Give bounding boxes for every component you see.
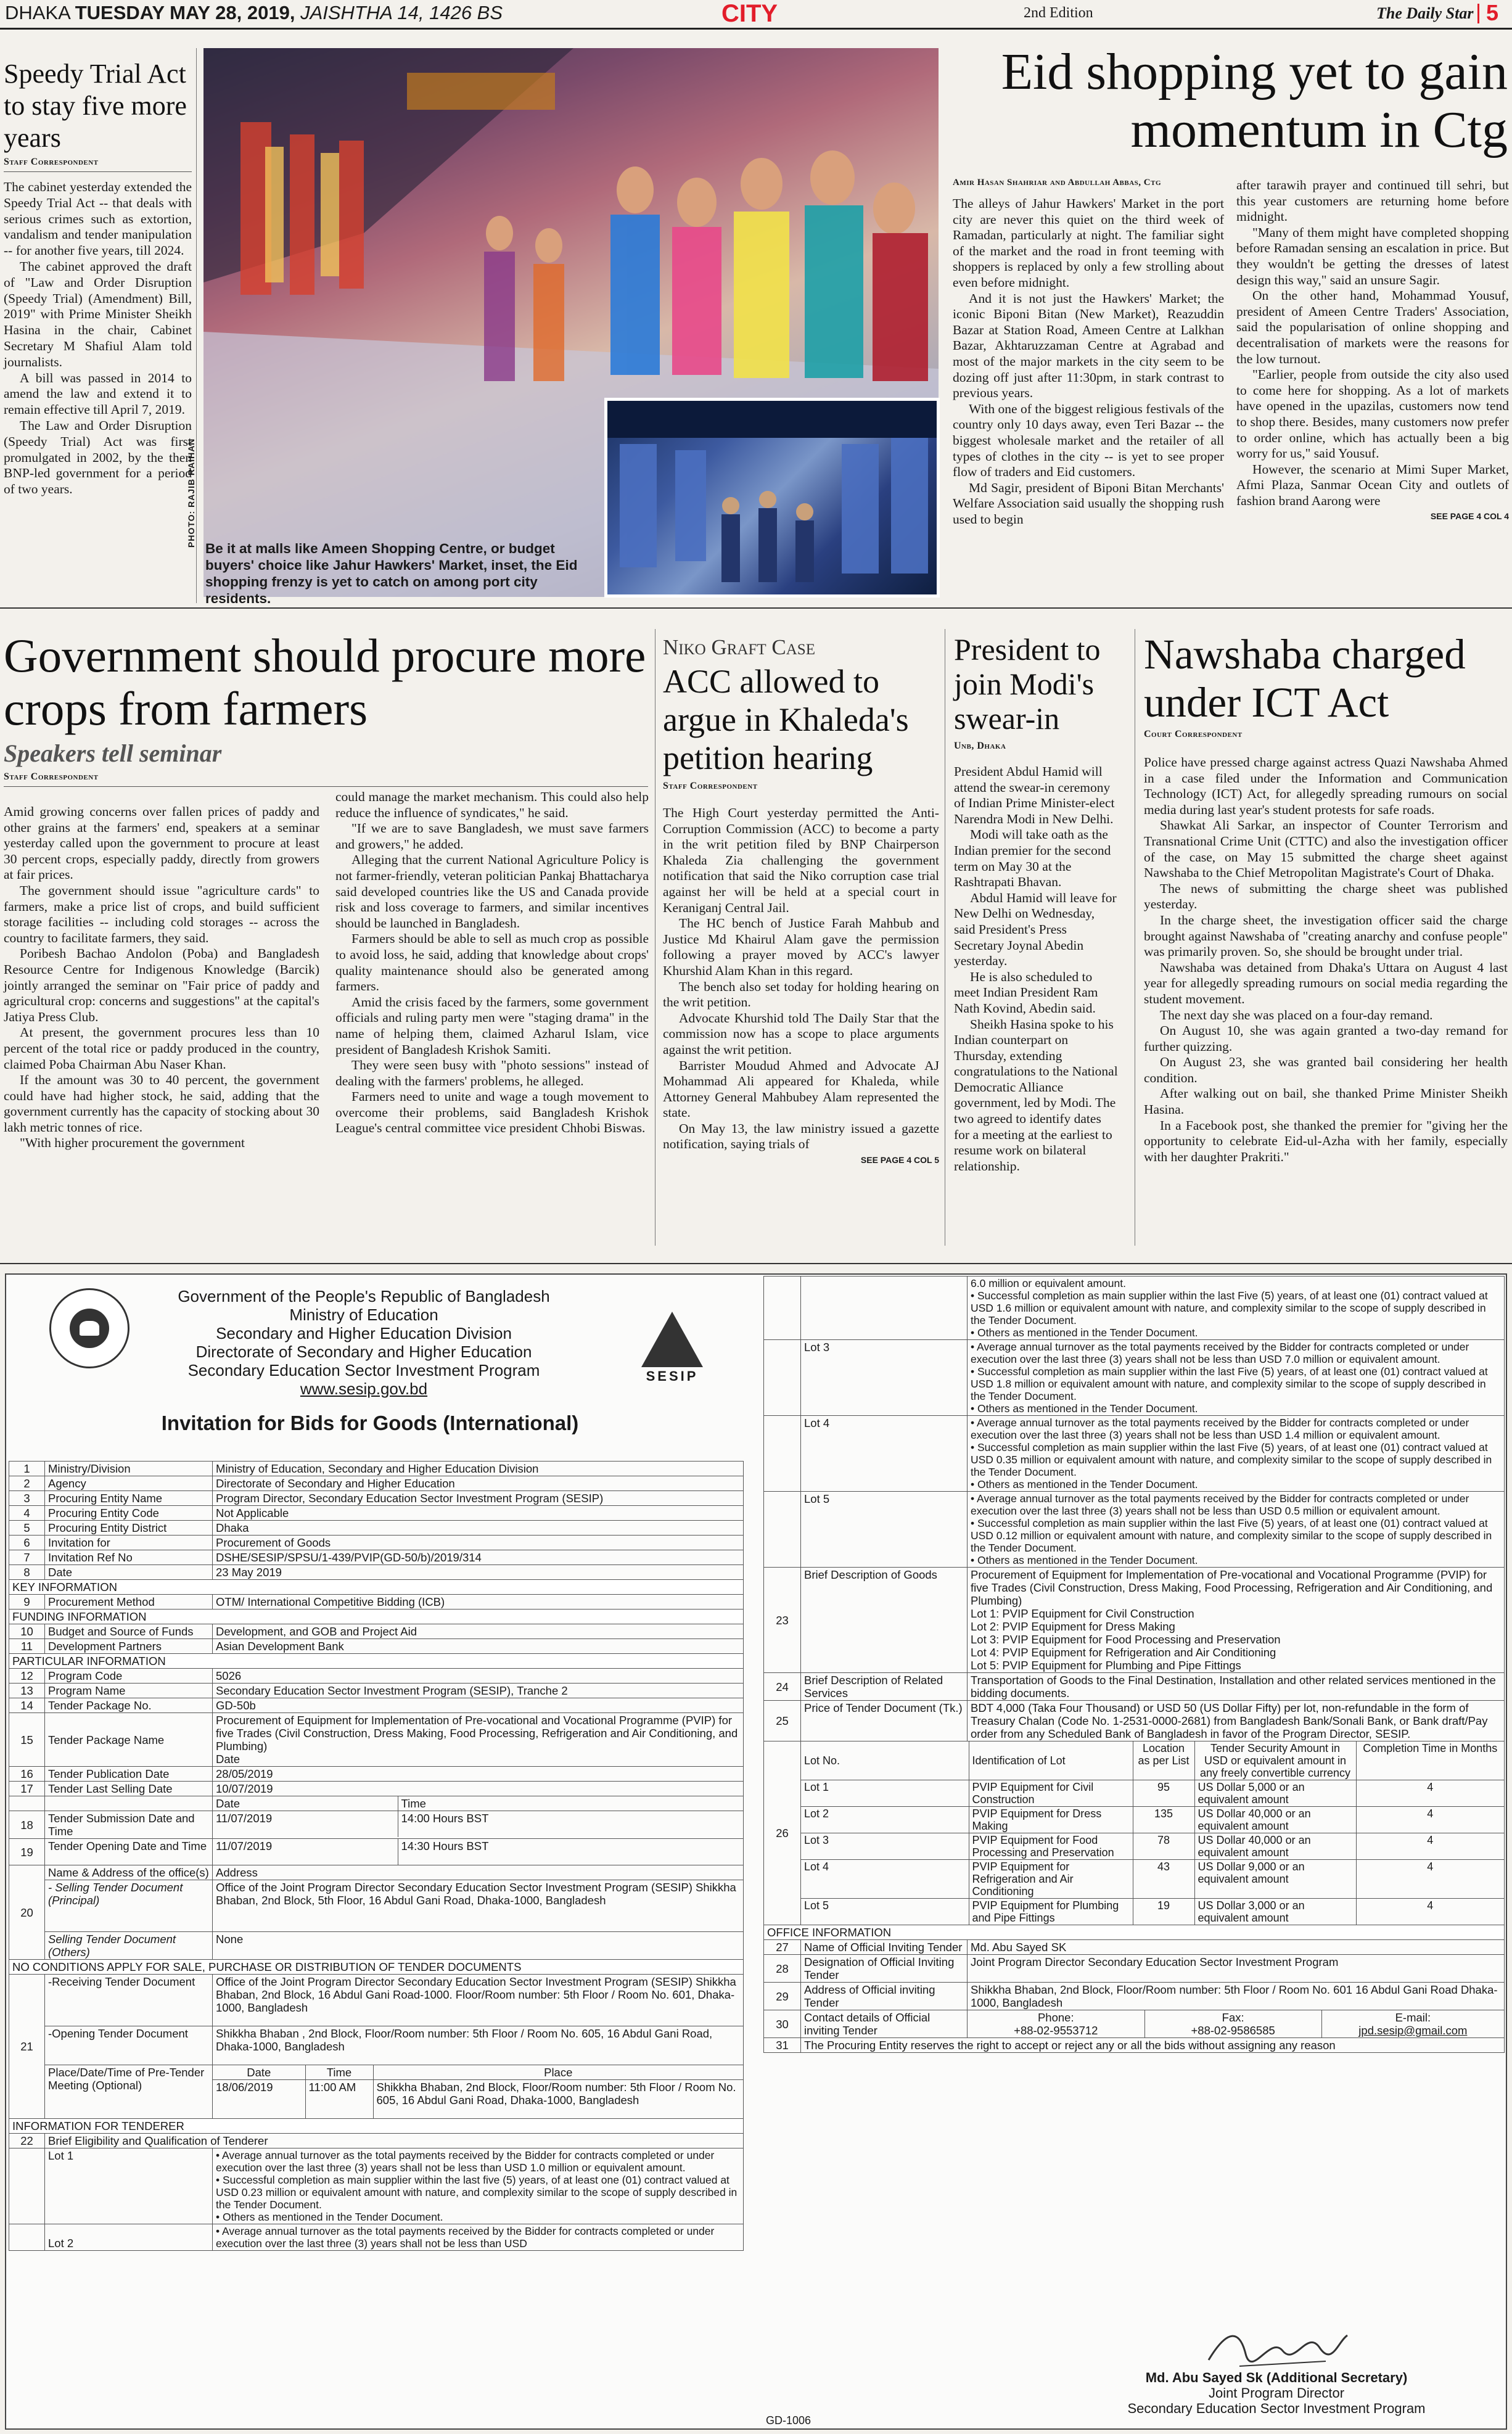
- story-eid-shopping: [953, 43, 1509, 527]
- table-row: 4 Procuring Entity Code Not Applicable: [9, 1506, 744, 1521]
- lot-table: Lot No. Identification of Lot Location as per List Tender Security Amount in USD or equivalent amount in any freely convertible currency Completion Time in Months Lot 1 PVIP Equipment for Civil Construction 95 US Dollar 5,000 or an equivalent amount 4 Lot 2 PVIP Equipment for Dress Making 135 US Dollar 40,000 or an equivalent amount 4 Lot 3 PVIP Equipment for Food Processing and Preservation 78 US Dollar 40,000 or an equivalent amount 4 Lot 4 PVIP Equipment for Refrigeration and Air Conditioning 43 US Dollar 9,000 or an equivalent amount 4 Lot 5 PVIP Equipment for Plumbing and Pipe Fittings 19 US Dollar 3,000 or an equivalent amount 4: [801, 1741, 1504, 1925]
- story-acc-khaleda: [663, 635, 939, 1169]
- table-row: Selling Tender Document (Others) None: [9, 1932, 744, 1960]
- table-row: Lot 3 • Average annual turnover as the total payments received by the Bidder for contracts completed or under execution over the last three (3) years shall not be less than USD 7.0 million or equivalent amount. • Successful completion as main supplier within the last Five (5) years, of at least one (01) contract valued at USD 1.8 million or equivalent amount with nature, and complexity similar to the scope of supply described in the Tender Document. • Others as mentioned in the Tender Document.: [764, 1340, 1505, 1416]
- table-row: 24 Brief Description of Related Services Transportation of Goods to the Final Destination, Installation and other related services mentioned in the bidding documents.: [764, 1673, 1505, 1701]
- table-row: 12 Program Code 5026: [9, 1669, 744, 1684]
- table-row: 13 Program Name Secondary Education Sector Investment Program (SESIP), Tranche 2: [9, 1684, 744, 1698]
- headline[interactable]: Speedy Trial Act to stay five more years: [4, 59, 187, 153]
- headline[interactable]: Eid shopping yet to gain momentum in Ctg: [1001, 43, 1508, 158]
- byline: Court Correspondent: [1144, 729, 1243, 739]
- story-column: after tarawih prayer and continued till sehri, but this year customers are returning home before midnight. "Many of them might have completed shopping before Ramadan sensing an escalation in price. But they wouldn't be getting the dresses of latest design this way," said an unsure Sagir. On the other hand, Mohammad Yousuf, president of Ameen Centre Traders' Association, said the popularisation of online shopping and decentralisation of markets were the reasons for the low turnout. "Earlier, people from outside the city also used to come here for shopping. As a lot of markets have opened in the upazilas, customers now tend to shop there. Besides, many customers now prefer to order online, which has actually been a big worry for us," said Yousuf. However, the scenario at Mimi Super Market, Afmi Plaza, Sanmar Ocean City and outlets of fashion brand Aarong were SEE PAGE 4 COL 4: [1236, 178, 1509, 525]
- continued-link[interactable]: SEE PAGE 4 COL 4: [1430, 511, 1509, 522]
- table-row: 3 Procuring Entity Name Program Director, Secondary Education Sector Investment Program (SESIP): [9, 1491, 744, 1506]
- tender-advertisement: [5, 1273, 1507, 2430]
- section-header: KEY INFORMATION: [9, 1580, 744, 1595]
- table-row: -Opening Tender Document Shikkha Bhaban , 2nd Block, Floor/Room number: 5th Floor / Room No. 605, 16 Abdul Gani Road, Dhaka-1000, Bangladesh: [9, 2026, 744, 2065]
- table-row: Lot 1 PVIP Equipment for Civil Construction 95 US Dollar 5,000 or an equivalent amount 4: [801, 1780, 1504, 1807]
- tender-table-left: 1 Ministry/Division Ministry of Education, Secondary and Higher Education Division 2 Agency Directorate of Secondary and Higher Education 3 Procuring Entity Name Program Director, Secondary Education Sector Investment Program (SESIP) 4 Procuring Entity Code Not Applicable 5 Procuring Entity District Dhaka 6 Invitation for Procurement of Goods 7 Invitation Ref No DSHE/SESIP/SPSU/1-439/PVIP(GD-50/b)/2019/314 8 Date 23 May 2019 KEY INFORMATION 9 Procurement Method OTM/ International Competitive Bidding (ICB) FUNDING INFORMATION 10 Budget and Source of Funds Development, and GOB and Project Aid 11 Development Partners Asian Development Bank PARTICULAR INFORMATION 12 Program Code 5026 13 Program Name Secondary Education Sector Investment Program (SESIP), Tranche 2 14 Tender Package No. GD-50b 15 Tender Package Name Procurement of Equipment for Implementation of Pre-vocational and Vocational Programme (PVIP) for five Trades (Civil Construction, Dress Making, Food Processing, Refrigeration and Air Conditioning, and Plumbing) Date 16 Tender Publication Date 28/05/2019 17 Tender Last Selling Date 10/07/2019 Date Time 18 Tender Submission Date and Time 11/07/2019 14:00 Hours BST 19 Tender Opening Date and Time 11/07/2019 14:30 Hours BST 20 Name & Address of the office(s) Address - Selling Tender Document (Principal) Office of the Joint Program Director Secondary Education Sector Investment Program (SESIP) Shikkha Bhaban, 2nd Block, 5th Floor, 16 Abdul Gani Road, Dhaka-1000, Bangladesh Selling Tender Document (Others) None NO CONDITIONS APPLY FOR SALE, PURCHASE OR DISTRIBUTION OF TENDER DOCUMENTS 21 -Receiving Tender Document Office of the Joint Program Director Secondary Education Sector Investment Program (SESIP) Shikkha Bhaban, 2nd Block, 16 Abdul Gani Road-1000. Floor/Room number: 5th Floor / Room No. 601, Dhaka-1000, Bangladesh -Opening Tender Document Shikkha Bhaban , 2nd Block, Floor/Room number: 5th Floor / Room No. 605, 16 Abdul Gani Road, Dhaka-1000, Bangladesh Place/Date/Time of Pre-Tender Meeting (Optional) Date Time Place 18/06/2019 11:00 AM Shikkha Bhaban, 2nd Block, Floor/Room number: 5th Floor / Room No. 605, 16 Abdul Gani Road, Dhaka-1000, Bangladesh INFORMATION FOR TENDERER 22 Brief Eligibility and Qualification of Tenderer Lot 1 • Average annual turnover as the total payments received by the Bidder for contracts completed or under execution over the last three (3) years shall not be less than USD 1.0 million or equivalent amount. • Successful completion as main supplier within the last five (5) years, of at least one (01) contract valued at USD 0.23 million or equivalent amount with nature, and complexity similar to the scope of supply described in the Tender Document. • Others as mentioned in the Tender Document. Lot 2 • Average annual turnover as the total payments received by the Bidder for contracts completed or under execution over the last three (3) years shall not be less than USD: [9, 1461, 744, 2251]
- headline[interactable]: Nawshaba charged under ICT Act: [1144, 631, 1466, 726]
- tender-table-right: [763, 1276, 1505, 2053]
- table-row: 21 -Receiving Tender Document Office of the Joint Program Director Secondary Education Sector Investment Program (SESIP) Shikkha Bhaban, 2nd Block, 16 Abdul Gani Road-1000. Floor/Room number: 5th Floor / Room No. 601, Dhaka-1000, Bangladesh: [9, 1975, 744, 2026]
- table-row: Lot 5 PVIP Equipment for Plumbing and Pipe Fittings 19 US Dollar 3,000 or an equivalent amount 4: [801, 1899, 1504, 1925]
- kicker: Niko Graft Case: [663, 635, 815, 659]
- section-header: FUNDING INFORMATION: [9, 1610, 744, 1624]
- section-header: PARTICULAR INFORMATION: [9, 1654, 744, 1669]
- government-seal-icon: [49, 1288, 129, 1368]
- table-row: 29 Address of Official inviting Tender Shikkha Bhaban, 2nd Block, Floor/Room number: 5th Floor / Room No. 601 16 Abdul Gani Road Dhaka-1000, Bangladesh: [764, 1983, 1505, 2010]
- paragraph: The cabinet approved the draft of "Law and Order Disruption (Speedy Trial) (Amendment) Bill, 2019" with Prime Minister Sheikh Hasina in the chair, Cabinet Secretary M Shafiul Alam told journalists.: [4, 258, 192, 369]
- tender-header: Government of the People's Republic of Bangladesh Ministry of Education Secondary and Higher Education Division Directorate of Secondary and Higher Education Secondary Education Sector Investment Program www.sesip.gov.bd: [148, 1287, 580, 1398]
- headline[interactable]: President to join Modi's swear-in: [954, 632, 1101, 736]
- story-speedy-trial: [4, 58, 192, 498]
- signature-block: Md. Abu Sayed Sk (Additional Secretary) Joint Program Director Secondary Education Sector Investment Program: [1127, 2370, 1426, 2416]
- photo-caption: Be it at malls like Ameen Shopping Centre, or budget buyers' choice like Jahur Hawkers' Market, inset, the Eid shopping frenzy is yet to catch on among port city residents.: [205, 541, 578, 606]
- table-row: Lot 5 • Average annual turnover as the total payments received by the Bidder for contracts completed or under execution over the last three (3) years shall not be less than USD 0.5 million or equivalent amount. • Successful completion as main supplier within the last Five (5) years, of at least one (01) contract valued at USD 0.12 million or equivalent amount with nature, and complexity similar to the scope of supply described in the Tender Document. • Others as mentioned in the Tender Document.: [764, 1492, 1505, 1568]
- email-link[interactable]: jpd.sesip@gmail.com: [1358, 2024, 1468, 2037]
- headline[interactable]: Government should procure more crops from farmers: [4, 629, 646, 735]
- story-column: The alleys of Jahur Hawkers' Market in the port city are never this quiet on the third week of Ramadan, particularly at night. The familiar sight of the market and the road in front teeming with shoppers is replaced by only a few strolling about even before midnight. And it is not just the Hawkers' Market; the iconic Biponi Bitan (New Market), Reazuddin Bazar at Station Road, Ameen Centre at Lalkhan Bazar, Akhtaruzzaman Centre at Agrabad and most of the major markets in the city seem to be dozing off just after 11:30pm, in stark contrast to previous years. With one of the biggest religious festivals of the country only 10 days away, even Teri Bazar -- the biggest wholesale market and the retailer of all types of clothes in the city -- is yet to see proper flow of traders and Eid customers. Md Sagir, president of Biponi Bitan Merchants' Welfare Association said usually the shopping rush used to begin: [953, 196, 1224, 527]
- table-row: 25 Price of Tender Document (Tk.) BDT 4,000 (Taka Four Thousand) or USD 50 (US Dollar Fifty) per lot, non-refundable in the form of Treasury Chalan (Code No. 1-2531-0000-2681) from Bangladesh Bank/Sonali Bank, or Bank draft/Pay order from any Scheduled Bank of Bangladesh in favor of the Program Director, SESIP.: [764, 1701, 1505, 1741]
- story-nawshaba: [1144, 630, 1508, 1165]
- sesip-logo-icon: SESIP: [635, 1312, 709, 1386]
- table-row: Lot 4 PVIP Equipment for Refrigeration and Air Conditioning 43 US Dollar 9,000 or an equivalent amount 4: [801, 1860, 1504, 1899]
- continued-link[interactable]: SEE PAGE 4 COL 5: [860, 1155, 939, 1166]
- table-row: 27 Name of Official Inviting Tender Md. Abu Sayed SK: [764, 1940, 1505, 1955]
- inset-photo: [604, 398, 940, 598]
- table-row: 1 Ministry/Division Ministry of Education, Secondary and Higher Education Division: [9, 1462, 744, 1476]
- paragraph: The Law and Order Disruption (Speedy Trial) Act was first promulgated in 2002, by the then BNP-led government for a period of two years.: [4, 417, 192, 497]
- table-row: 30 Contact details of Official inviting Tender Phone: +88-02-9553712 Fax: +88-02-9586585 E-mail: jpd.sesip@gmail.com: [764, 2010, 1505, 2038]
- table-row: Lot 2 • Average annual turnover as the total payments received by the Bidder for contracts completed or under execution over the last three (3) years shall not be less than USD: [9, 2224, 744, 2250]
- section-name: CITY: [721, 0, 778, 27]
- story-president-modi: [954, 632, 1119, 1174]
- table-row: 8 Date 23 May 2019: [9, 1565, 744, 1580]
- section-header: INFORMATION FOR TENDERER: [9, 2118, 744, 2133]
- website-link[interactable]: www.sesip.gov.bd: [300, 1379, 428, 1398]
- section-header: NO CONDITIONS APPLY FOR SALE, PURCHASE OR DISTRIBUTION OF TENDER DOCUMENTS: [9, 1960, 744, 1975]
- table-row: - Selling Tender Document (Principal) Office of the Joint Program Director Secondary Education Sector Investment Program (SESIP) Shikkha Bhaban, 2nd Block, 5th Floor, 16 Abdul Gani Road, Dhaka-1000, Bangladesh: [9, 1880, 744, 1932]
- table-row: 10 Budget and Source of Funds Development, and GOB and Project Aid: [9, 1624, 744, 1639]
- table-row: 7 Invitation Ref No DSHE/SESIP/SPSU/1-439/PVIP(GD-50/b)/2019/314: [9, 1550, 744, 1565]
- table-row: 6.0 million or equivalent amount. • Successful completion as main supplier within the last Five (5) years, of at least one (01) contract valued at USD 1.6 million or equivalent amount with nature, and complexity similar to the scope of supply described in the Tender Document. • Others as mentioned in the Tender Document.: [764, 1277, 1505, 1340]
- paragraph: The cabinet yesterday extended the Speedy Trial Act -- that deals with serious crimes such as extortion, vandalism and tender manipulation -- for another five years, till 2024.: [4, 179, 192, 258]
- byline: Staff Correspondent: [4, 157, 192, 172]
- table-row: 18 Tender Submission Date and Time 11/07/2019 14:00 Hours BST: [9, 1811, 744, 1839]
- table-row: 14 Tender Package No. GD-50b: [9, 1698, 744, 1713]
- ad-code: GD-1006: [766, 2414, 811, 2427]
- table-row: 15 Tender Package Name Procurement of Equipment for Implementation of Pre-vocational and Vocational Programme (PVIP) for five Trades (Civil Construction, Dress Making, Food Processing, Refrigeration and Air Conditioning, and Plumbing) Date: [9, 1713, 744, 1767]
- table-row: 20 Name & Address of the office(s) Address: [9, 1865, 744, 1880]
- story-column: could manage the market mechanism. This could also help reduce the influence of syndicates," he said. "If we are to save Bangladesh, we must save farmers and growers," he added. Alleging that the current National Agriculture Policy is not farmer-friendly, veteran politician Pankaj Bhattacharya said developed countries like the US and Canada provide risk and loss coverage to farmers, and similar incentives should be launched in Bangladesh. Farmers should be able to sell as much crop as possible to avoid loss, he said, adding that knowledge about crops' quality maintenance should also be generated among farmers. Amid the crisis faced by the farmers, some government officials and ruling party men were "staging drama" in the name of helping them, claimed Azharul Islam, vice president of Bangladesh Krishok Samiti. They were seen busy with "photo sessions" instead of dealing with the farmers' problems, he alleged. Farmers need to unite and wage a tough movement to overcome their problems, said Bangladesh Krishok League's central committee vice president Chhobi Biswas.: [335, 789, 649, 1136]
- paragraph: A bill was passed in 2014 to amend the law and extend it to remain effective till April 7, 2019.: [4, 370, 192, 417]
- story-column: Amid growing concerns over fallen prices of paddy and other grains at the farmers' end, speakers at a seminar yesterday called upon the government to procure at least 30 percent crops, especially paddy, directly from growers at fair prices. The government should issue "agriculture cards" to farmers, make a price list of crops, and build sufficient storage facilities -- including cold storages -- across the country to facilitate farmers, they said. Poribesh Bachao Andolon (Poba) and Bangladesh Resource Centre for Indigenous Knowledge (Barcik) jointly arranged the seminar on "Fair price of paddy and agricultural crop: concerns and suggestions" at the capital's Jatiya Press Club. At present, the government procures less than 10 percent of the total rice or paddy produced in the country, claimed Poba Chairman Abu Naser Khan. If the amount was 30 to 40 percent, the government could have had higher stock, he said, adding that the government currently has the capacity of stocking about 30 lakh metric tonnes of rice. "With higher procurement the government: [4, 804, 319, 1151]
- photo-credit: PHOTO: RAJIB RAIHAN: [186, 438, 196, 548]
- newspaper-logo: The Daily Star: [1376, 4, 1474, 22]
- table-row: Lot 3 PVIP Equipment for Food Processing and Preservation 78 US Dollar 40,000 or an equivalent amount 4: [801, 1833, 1504, 1860]
- story-body: The High Court yesterday permitted the Anti-Corruption Commission (ACC) to become a party in the writ petition filed by BNP Chairperson Khaleda Zia challenging the government notification that said the Niko corruption case trial against her will be held at a special court in Keraniganj Central Jail. The HC bench of Justice Farah Mahbub and Justice Md Khairul Alam gave the permission following a prayer moved by ACC's lawyer Khurshid Alam Khan in this regard. The bench also set today for holding hearing on the writ petition. Advocate Khurshid told The Daily Star that the commission now has a scope to place arguments against the writ petition. Barrister Moudud Ahmed and Advocate AJ Mohammad Ali appeared for Khaleda, while Attorney General Mahbubey Alam represented the state. On May 13, the law ministry issued a gazette notification, saying trials of SEE PAGE 4 COL 5: [663, 805, 939, 1169]
- story-body: President Abdul Hamid will attend the swear-in ceremony of Indian Prime Minister-elect Narendra Modi in New Delhi. Modi will take oath as the Indian premier for the second term on May 30 at the Rashtrapati Bhavan. Abdul Hamid will leave for New Delhi on Wednesday, said President's Press Secretary Joynal Abedin yesterday. He is also scheduled to meet Indian President Ram Nath Kovind, Abedin said. Sheikh Hasina spoke to his Indian counterpart on Thursday, extending congratulations to the National Democratic Alliance government, led by Modi. The two agreed to identify dates for a meeting at the earliest to resume work on bilateral relationship.: [954, 764, 1118, 1174]
- table-row: 9 Procurement Method OTM/ International Competitive Bidding (ICB): [9, 1595, 744, 1610]
- table-row: Place/Date/Time of Pre-Tender Meeting (Optional) Date Time Place 18/06/2019 11:00 AM Shikkha Bhaban, 2nd Block, Floor/Room number: 5th Floor / Room No. 605, 16 Abdul Gani Road, Dhaka-1000, Bangladesh: [9, 2065, 744, 2119]
- byline: Unb, Dhaka: [954, 741, 1006, 751]
- masthead: [0, 0, 1512, 30]
- story-crops: [4, 629, 649, 1151]
- table-row: 2 Agency Directorate of Secondary and Higher Education: [9, 1476, 744, 1491]
- table-row: 28 Designation of Official Inviting Tender Joint Program Director Secondary Education Sector Investment Program: [764, 1955, 1505, 1983]
- table-row: Lot 2 PVIP Equipment for Dress Making 135 US Dollar 40,000 or an equivalent amount 4: [801, 1807, 1504, 1833]
- table-row: Lot 1 • Average annual turnover as the total payments received by the Bidder for contracts completed or under execution over the last three (3) years shall not be less than USD 1.0 million or equivalent amount. • Successful completion as main supplier within the last five (5) years, of at least one (01) contract valued at USD 0.23 million or equivalent amount with nature, and complexity similar to the scope of supply described in the Tender Document. • Others as mentioned in the Tender Document.: [9, 2148, 744, 2224]
- table-row: 5 Procuring Entity District Dhaka: [9, 1521, 744, 1536]
- byline: Staff Correspondent: [4, 771, 648, 787]
- byline: Staff Correspondent: [663, 781, 758, 791]
- table-row: 19 Tender Opening Date and Time 11/07/2019 14:30 Hours BST: [9, 1839, 744, 1865]
- table-row: Lot 4 • Average annual turnover as the total payments received by the Bidder for contracts completed or under execution over the last three (3) years shall not be less than USD 1.4 million or equivalent amount. • Successful completion as main supplier within the last Five (5) years, of at least one (01) contract valued at USD 0.35 million or equivalent amount with nature, and complexity similar to the scope of supply described in the Tender Document. • Others as mentioned in the Tender Document.: [764, 1416, 1505, 1492]
- section-header: OFFICE INFORMATION: [764, 1925, 1505, 1940]
- story-body: Police have pressed charge against actress Quazi Nawshaba Ahmed in a case filed under the Information and Communication Technology (ICT) Act, for allegedly spreading rumours on social media during last year's student protests for safe roads. Shawkat Ali Sarkar, an inspector of Counter Terrorism and Transnational Crime Unit (CTTC) and also the investigation officer of the case, on May 15 submitted the charge sheet against Nawshaba to the Chief Metropolitan Magistrate's Court of Dhaka. The news of submitting the charge sheet was published yesterday. In the charge sheet, the investigation officer said the charge brought against Nawshaba of "creating anarchy and confuse people" was primarily proven. So, she should be brought under trial. Nawshaba was detained from Dhaka's Uttara on August 4 last year for allegedly spreading rumours on social media regarding the student movement. The next day she was placed on a four-day remand. On August 10, she was again granted a two-day remand for further quizzing. On August 23, she was granted bail considering her health condition. After walking out on bail, she thanked Prime Minister Sheikh Hasina. In a Facebook post, she thanked the premier for "giving her the opportunity to celebrate Eid-ul-Azha with her family, especially with her daughter Prakriti.": [1144, 755, 1508, 1164]
- tender-title: Invitation for Bids for Goods (International): [161, 1412, 579, 1434]
- table-row: 31 The Procuring Entity reserves the right to accept or reject any or all the bids without assigning any reason: [764, 2038, 1505, 2053]
- byline: Amir Hasan Shahriar and Abdullah Abbas, Ctg: [953, 178, 1162, 187]
- table-row: 6 Invitation for Procurement of Goods: [9, 1536, 744, 1550]
- table-row: 17 Tender Last Selling Date 10/07/2019: [9, 1782, 744, 1796]
- table-row: 11 Development Partners Asian Development Bank: [9, 1639, 744, 1654]
- table-row: 22 Brief Eligibility and Qualification of Tenderer: [9, 2133, 744, 2148]
- signature-icon: [1202, 2323, 1350, 2372]
- table-row: 16 Tender Publication Date 28/05/2019: [9, 1767, 744, 1782]
- edition: 2nd Edition: [1024, 5, 1093, 21]
- page-number: 5: [1486, 0, 1499, 25]
- divider: [1477, 4, 1479, 23]
- table-row: 26 Lot No. Identification of Lot Location as per List Tender Security Amount in USD or equivalent amount in any freely convertible currency Completion Time in Months Lot 1 PVIP Equipment for Civil Construction 95 US Dollar 5,000 or an equivalent amount 4 Lot 2 PVIP Equipment for Dress Making 135 US Dollar 40,000 or an equivalent amount 4 Lot 3 PVIP Equipment for Food Processing and Preservation 78 US Dollar 40,000 or an equivalent amount 4 Lot 4 PVIP Equipment for Refrigeration and Air Conditioning 43 US Dollar 9,000 or an equivalent amount 4 Lot 5 PVIP Equipment for Plumbing and Pipe Fittings 19 US Dollar 3,000 or an equivalent amount 4: [764, 1741, 1505, 1925]
- dateline: DHAKA TUESDAY MAY 28, 2019, JAISHTHA 14, 1426 BS: [5, 2, 503, 23]
- subheadline: Speakers tell seminar: [4, 739, 222, 767]
- story-body: [4, 179, 192, 498]
- headline[interactable]: ACC allowed to argue in Khaleda's petition hearing: [663, 663, 909, 776]
- table-row: 23 Brief Description of Goods Procurement of Equipment for Implementation of Pre-vocational and Vocational Programme (PVIP) for five Trades (Civil Construction, Dress Making, Food Processing, Refrigeration and Air Conditioning, and Plumbing) Lot 1: PVIP Equipment for Civil Construction Lot 2: PVIP Equipment for Dress Making Lot 3: PVIP Equipment for Food Processing and Preservation Lot 4: PVIP Equipment for Refrigeration and Air Conditioning Lot 5: PVIP Equipment for Plumbing and Pipe Fittings: [764, 1568, 1505, 1673]
